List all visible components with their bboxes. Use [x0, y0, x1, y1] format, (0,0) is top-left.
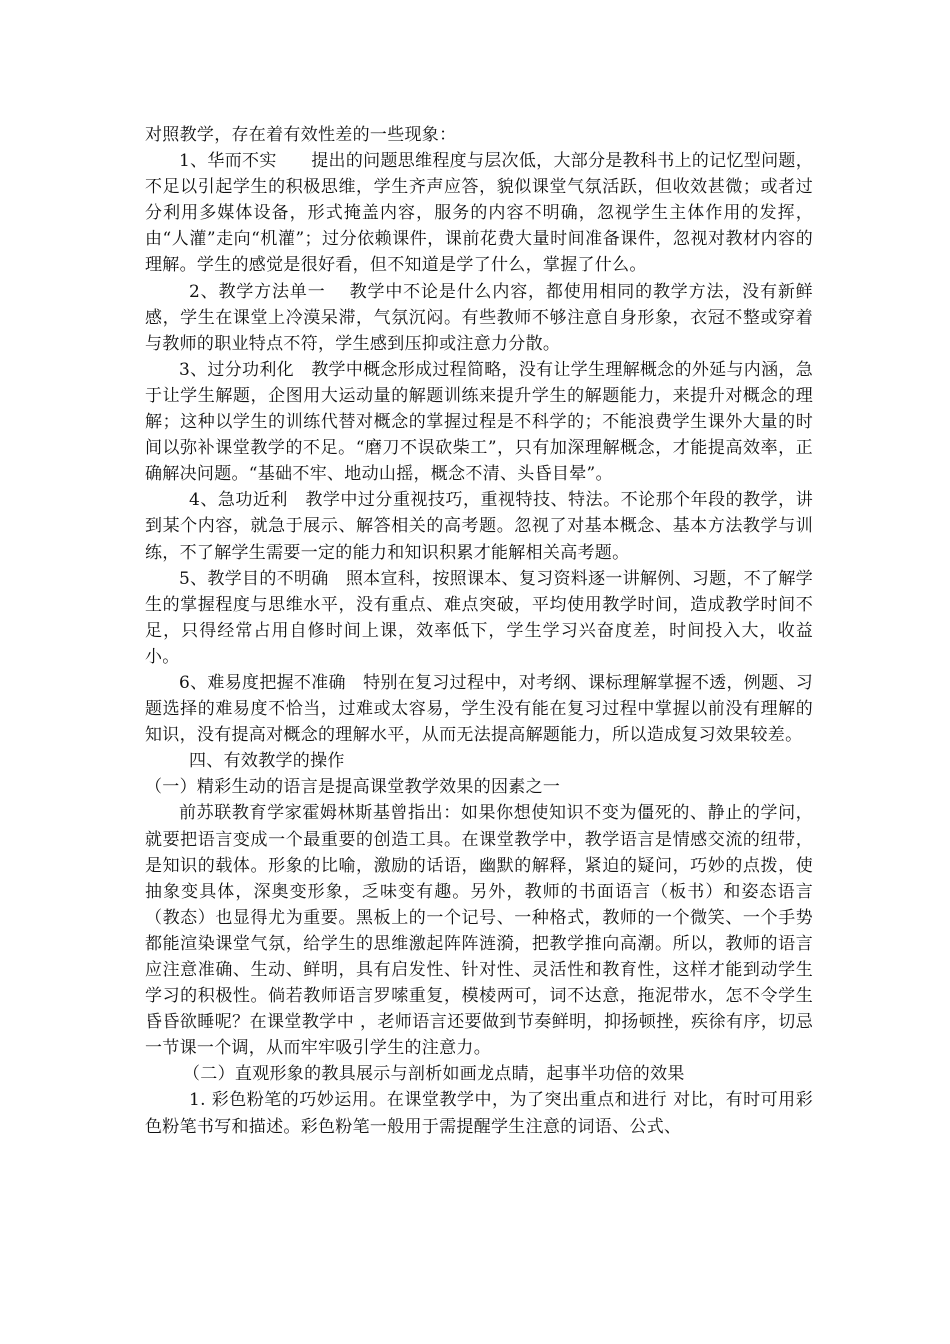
sub-heading-2: （二）直观形象的教具展示与剖析如画龙点睛，起事半功倍的效果	[183, 1064, 685, 1085]
list-item-3: 3、过分功利化 教学中概念形成过程简略，没有让学生理解概念的外延与内涵，急于让学生解题，企图用大运动量的解题训练来提升学生的解题能力，来提升对概念的理解；这种以学生的训练代替对概念的掌握过程是不科学的；不能浪费学生课外大量的时间以弥补课堂教学的不足。“磨刀不误砍柴工”，只有加深理解概念，才能提高效率，正确解决问题。“基础不牢、地动山摇，概念不清、头昏目晕”。	[145, 359, 813, 485]
list-item-1: 1、华而不实 提出的问题思维程度与层次低，大部分是教科书上的记忆型问题，不足以引起学生的积极思维，学生齐声应答，貌似课堂气氛活跃，但收效甚微；或者过分利用多媒体设备，形式掩盖内容，服务的内容不明确，忽视学生主体作用的发挥，由“人灌”走向“机灌”；过分依赖课件，课前花费大量时间准备课件，忽视对教材内容的理解。学生的感觉是很好看，但不知道是学了什么，掌握了什么。	[145, 151, 813, 276]
list-item-6: 6、难易度把握不准确 特别在复习过程中，对考纲、课标理解掌握不透，例题、习题选择的难易度不恰当，过难或太容易，学生没有能在复习过程中掌握以前没有理解的知识，没有提高对概念的理解水平，从而无法提高解题能力，所以造成复习效果较差。	[145, 672, 813, 746]
body-paragraph-1: 前苏联教育学家霍姆林斯基曾指出：如果你想使知识不变为僵死的、静止的学问，就要把语言变成一个最重要的创造工具。在课堂教学中，教学语言是情感交流的纽带，是知识的载体。形象的比喻，激励的话语，幽默的解释，紧迫的疑问，巧妙的点拨，使抽象变具体，深奥变形象，乏味变有趣。另外，教师的书面语言（板书）和姿态语言（教态）也显得尤为重要。黑板上的一个记号、一种格式，教师的一个微笑、一个手势都能渲染课堂气氛，给学生的思维激起阵阵涟漪，把教学推向高潮。所以，教师的语言应注意准确、生动、鲜明，具有启发性、针对性、灵活性和教育性，这样才能到动学生学习的积极性。倘若教师语言罗嗦重复，模棱两可，词不达意，拖泥带水，怎不令学生昏昏欲睡呢？在课堂教学中 ，老师语言还要做到节奏鲜明，抑扬顿挫，疾徐有序，切忌一节课一个调，从而牢牢吸引学生的注意力。	[145, 803, 813, 1059]
intro-paragraph: 对照教学，存在着有效性差的一些现象：	[145, 125, 457, 145]
list-item-4: 4、急功近利 教学中过分重视技巧，重视特技、特法。不论那个年段的教学，讲到某个内容，就急于展示、解答相关的高考题。忽视了对基本概念、基本方法教学与训练，不了解学生需要一定的能力和知识积累才能解相关高考题。	[145, 490, 813, 563]
list-item-2: 2、教学方法单一 教学中不论是什么内容，都使用相同的教学方法，没有新鲜感，学生在课堂上冷漠呆滞，气氛沉闷。有些教师不够注意自身形象，衣冠不整或穿着与教师的职业特点不符，学生感到压抑或注意力分散。	[145, 281, 813, 354]
sub-heading-1: （一）精彩生动的语言是提高课堂教学效果的因素之一	[145, 777, 561, 798]
body-paragraph-2: 1. 彩色粉笔的巧妙运用。在课堂教学中，为了突出重点和进行 对比，有时可用彩色粉笔书写和描述。彩色粉笔一般用于需提醒学生注意的词语、公式、	[145, 1090, 813, 1137]
section-heading: 四、有效教学的操作	[189, 751, 345, 772]
document-body	[145, 122, 813, 1140]
list-item-5: 5、教学目的不明确 照本宣科，按照课本、复习资料逐一讲解例、习题，不了解学生的掌握程度与思维水平，没有重点、难点突破，平均使用教学时间，造成教学时间不足，只得经常占用自修时间上课，效率低下，学生学习兴奋度差，时间投入大，收益小。	[145, 568, 813, 667]
